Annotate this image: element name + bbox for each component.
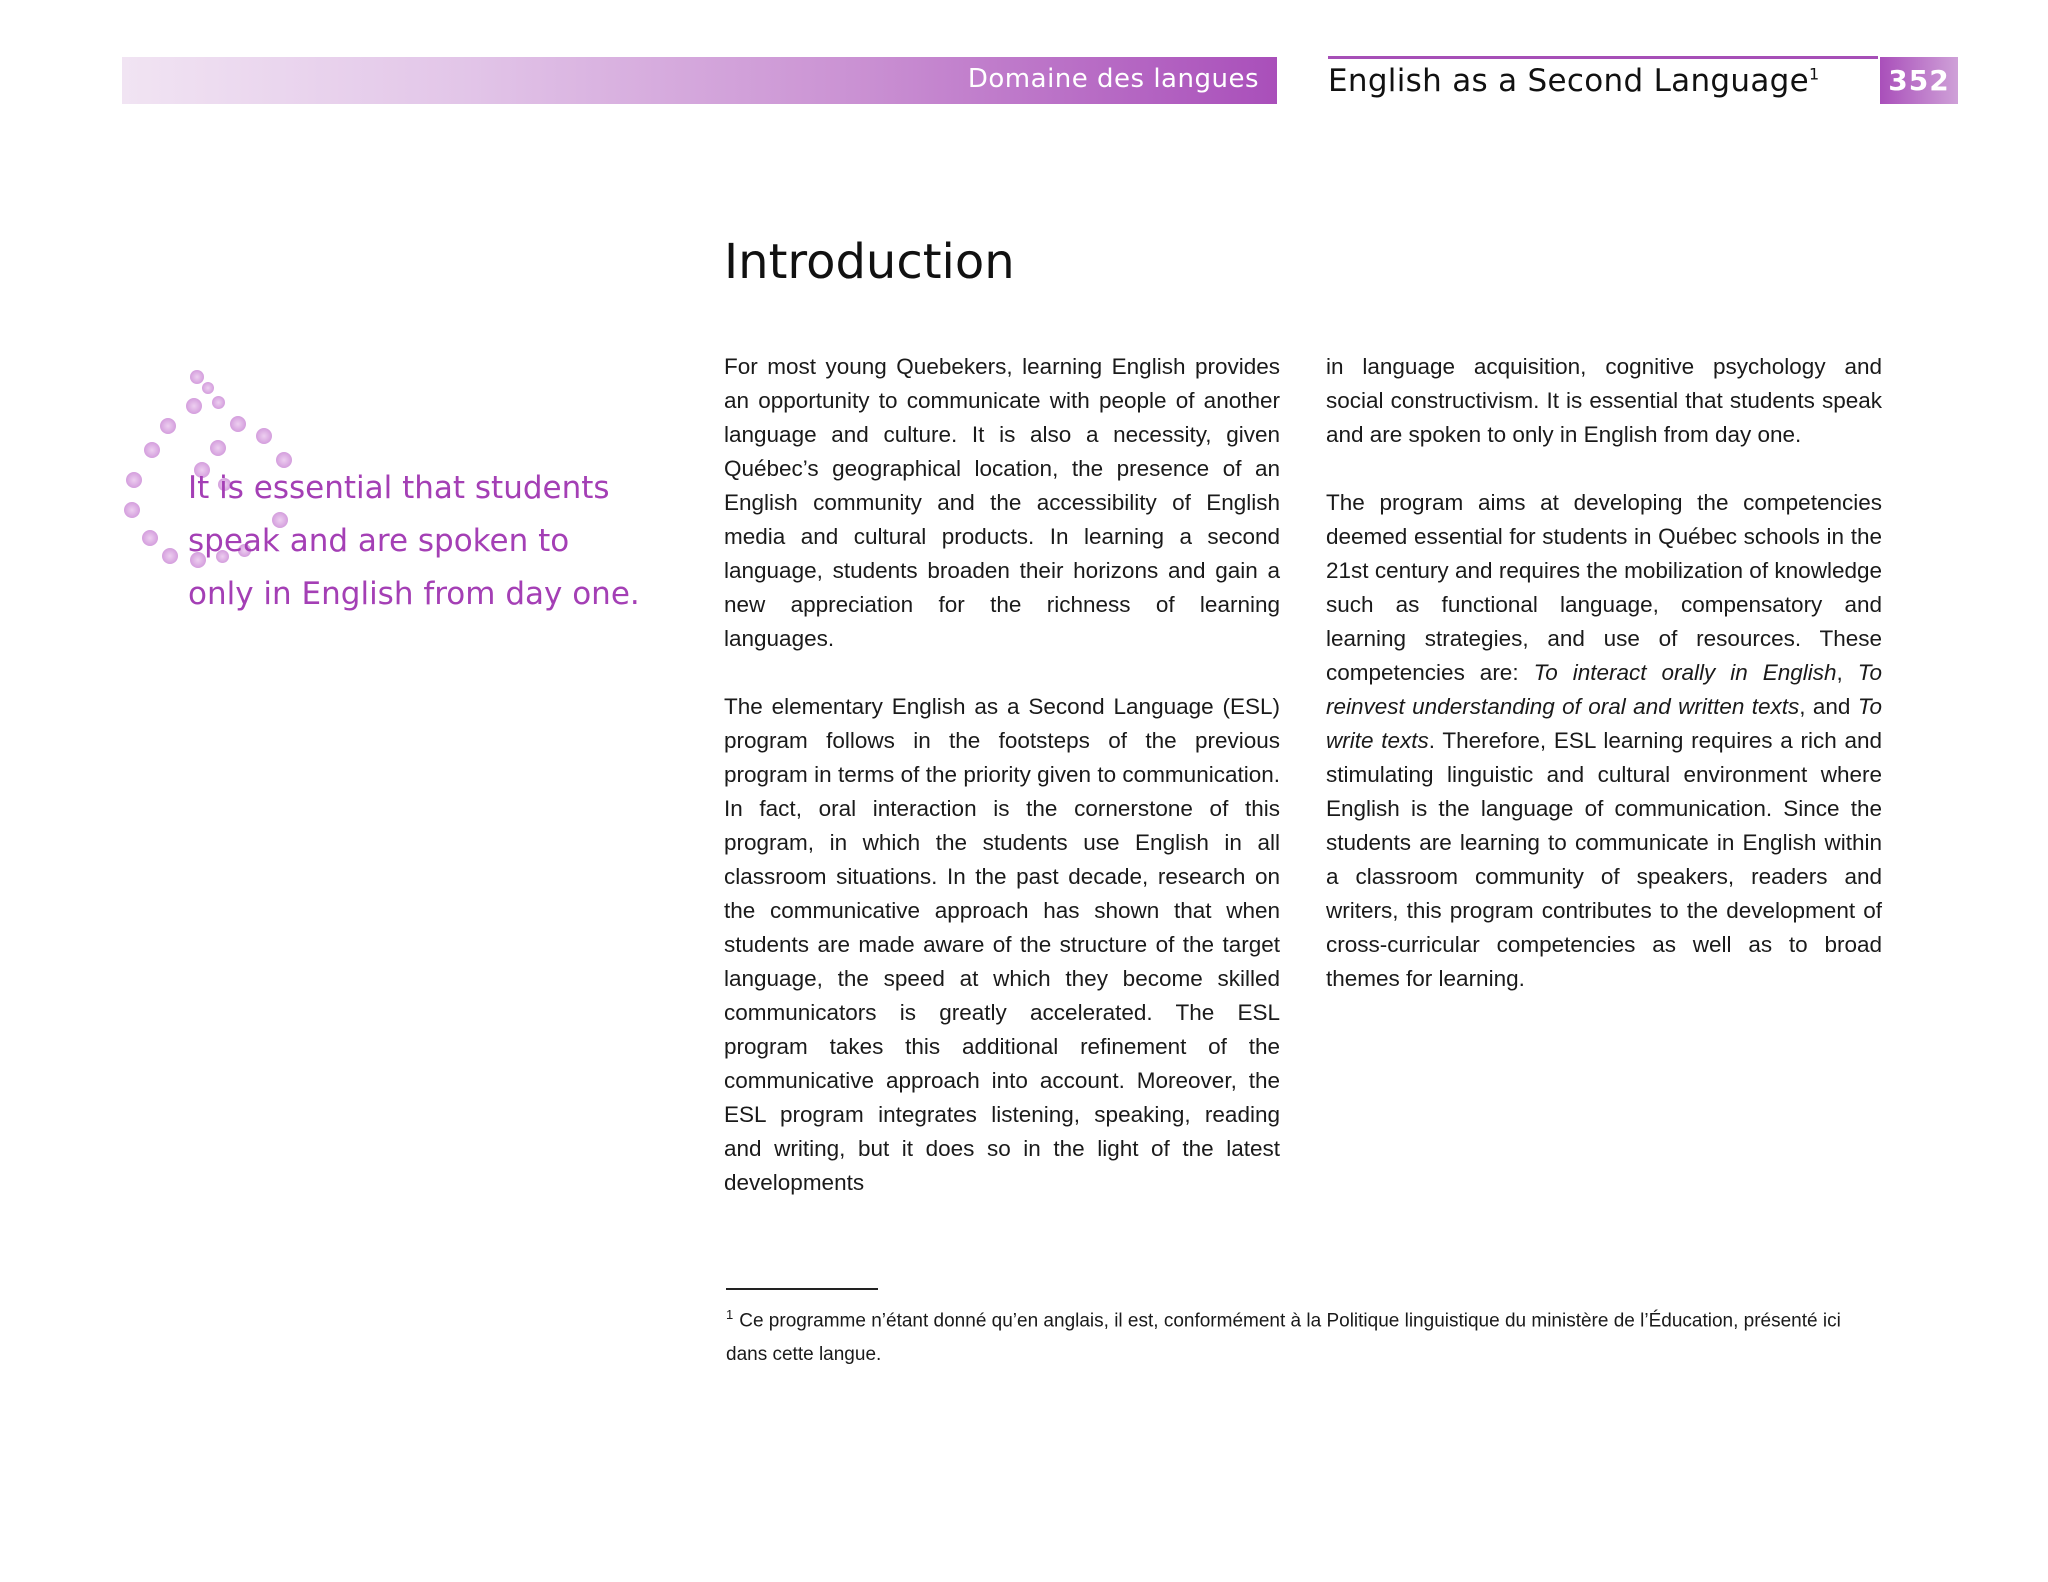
footnote-rule	[726, 1288, 878, 1290]
paragraph: For most young Quebekers, learning English provides an opportunity to communicate with people of another language and culture. It is also a necessity, given Québec’s geographical location, the presence of an English community and the accessibility of English media and cultural products. In learning a second language, students broaden their horizons and gain a new appreciation for the richness of learning languages.	[724, 354, 1280, 651]
pull-quote-line: only in English from day one.	[188, 576, 640, 612]
pull-quote	[188, 462, 648, 621]
competencies-paragraph	[1326, 486, 1882, 996]
pull-quote-line: speak and are spoken to	[188, 523, 570, 559]
paragraph-text: . Therefore, ESL learning requires a rich and stimulating linguistic and cultural environment where English is the language of communication. Since the students are learning to communicate in English within a classroom community of speakers, readers and writers, this program contributes to the development of cross-curricular competencies as well as to broad themes for learning.	[1326, 728, 1883, 991]
page-number: 352	[1880, 57, 1958, 104]
competency-1: To interact orally in English	[1533, 660, 1837, 685]
separator: , and	[1799, 694, 1858, 719]
paragraph: The elementary English as a Second Language (ESL) program follows in the footsteps of the previous program in terms of the priority given to communication. In fact, oral interaction is the cornerstone of this program, in which the students use English in all classroom situations. In the past decade, research on the communicative approach has shown that when students are made aware of the structure of the target language, the speed at which they become skilled communicators is greatly accelerated. The ESL program takes this additional refinement of the communicative approach into account. Moreover, the ESL program integrates listening, speaking, reading and writing, but it does so in the light of the latest developments	[724, 694, 1280, 1195]
domain-label: Domaine des langues	[967, 64, 1259, 94]
paragraph-text: The program aims at developing the competencies deemed essential for students in Québec schools in the 21st century and requires the mobilization of knowledge such as functional language, compensatory and learning strategies, and use of resources. These competencies are:	[1326, 490, 1882, 685]
footnote-text: Ce programme n’étant donné qu’en anglais, il est, conformément à la Politique linguistique du ministère de l’Éducation, présenté ici dans cette langue.	[726, 1310, 1841, 1366]
header-band	[122, 57, 1277, 104]
separator: ,	[1836, 660, 1858, 685]
right-column	[1326, 350, 1882, 1030]
footnote-mark: 1	[726, 1307, 734, 1322]
pull-quote-line: It is essential that students	[188, 470, 610, 506]
header-rule	[1328, 56, 1878, 59]
competency-3: To write texts	[1326, 694, 1883, 753]
paragraph: in language acquisition, cognitive psychology and social constructivism. It is essential that students speak and are spoken to only in English from day one.	[1326, 354, 1882, 447]
left-column	[724, 350, 1280, 1234]
section-title-text: English as a Second Language	[1328, 63, 1809, 99]
footnote	[726, 1298, 1886, 1372]
title-footnote-mark: 1	[1808, 64, 1820, 84]
page-heading: Introduction	[724, 234, 1015, 290]
competency-2: To reinvest understanding of oral and written texts	[1326, 660, 1882, 719]
section-title	[1328, 63, 1819, 99]
